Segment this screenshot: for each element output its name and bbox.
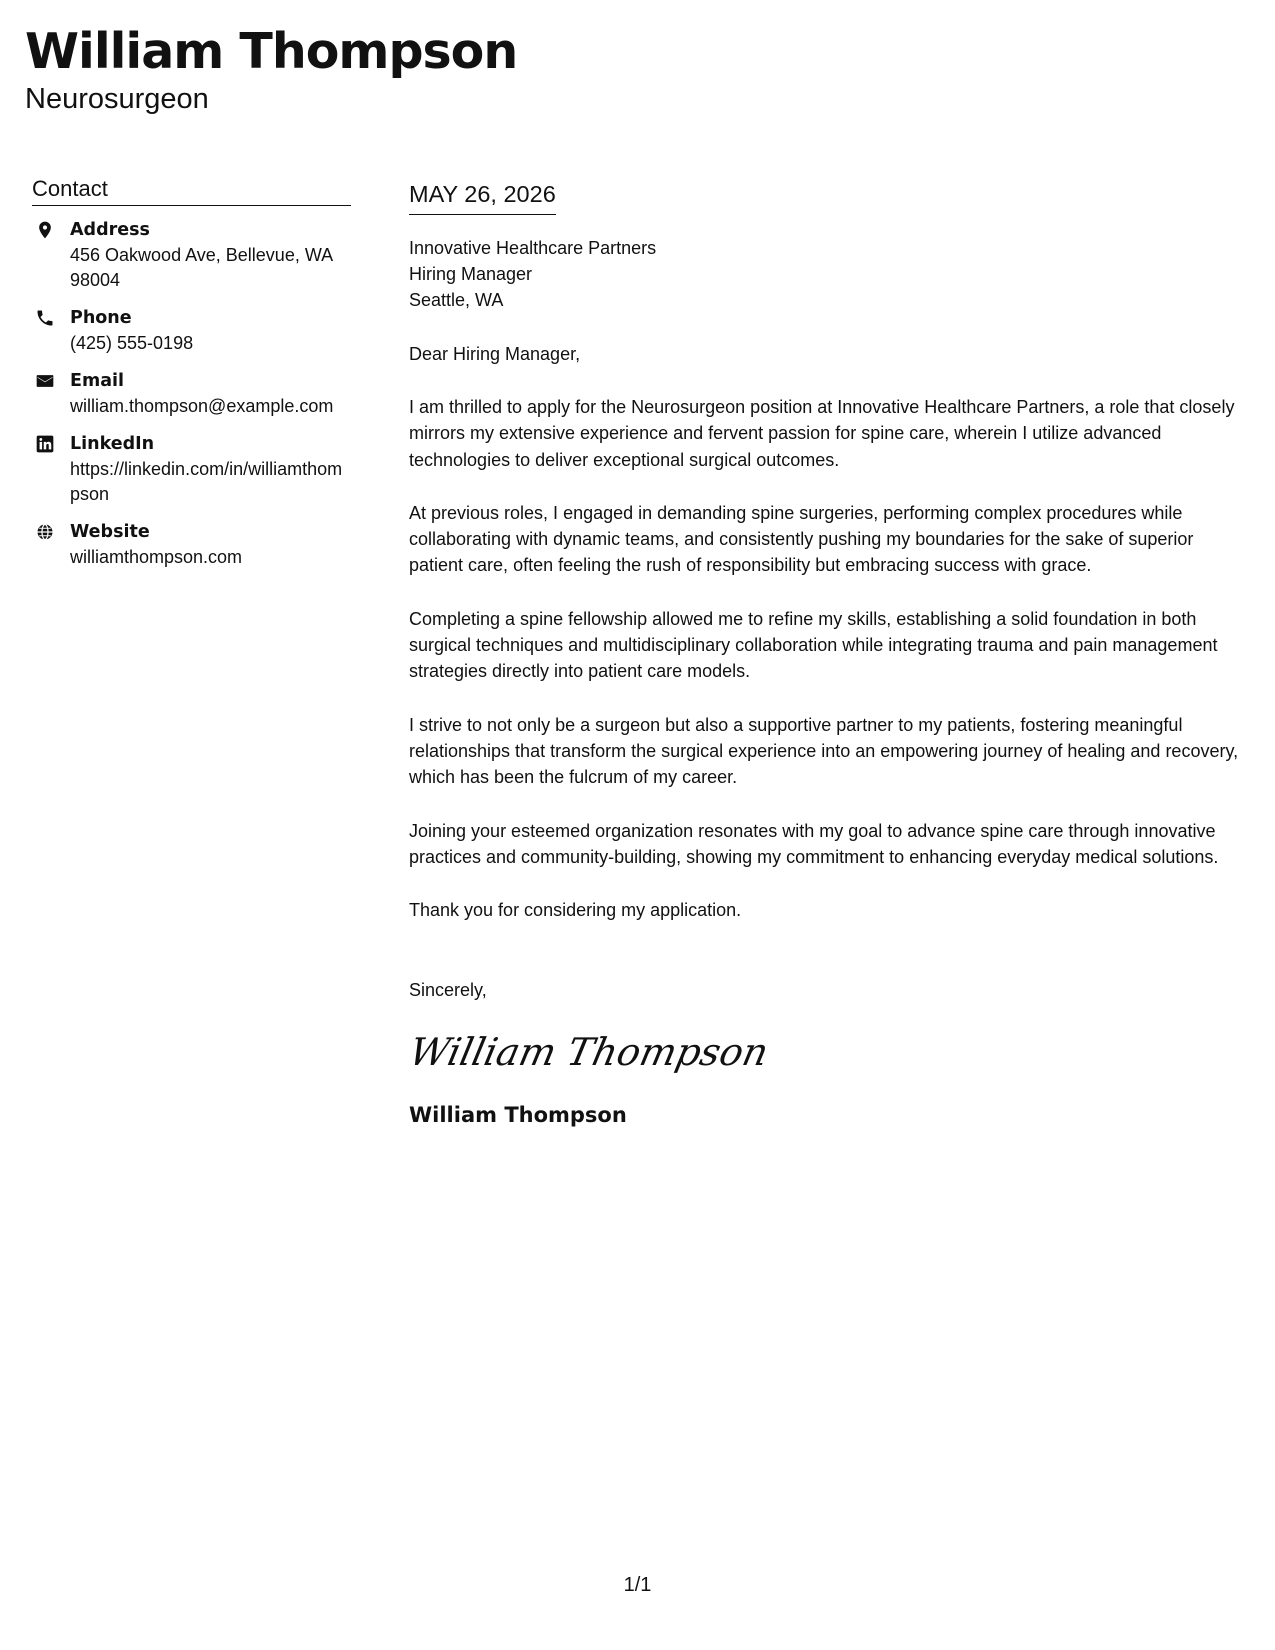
signer-name: William Thompson bbox=[409, 1103, 627, 1128]
closing: Sincerely, bbox=[409, 980, 487, 1001]
address-value: 456 Oakwood Ave, Bellevue, WA 98004 bbox=[70, 245, 333, 290]
contact-item-linkedin bbox=[32, 432, 351, 507]
letter-paragraph: Joining your esteemed organization resonates with my goal to advance spine care through innovative practices and community-building, showing my commitment to enhancing everyday medical solutions. bbox=[409, 820, 1219, 867]
globe-icon bbox=[32, 520, 70, 570]
contact-item-email bbox=[32, 369, 351, 419]
contact-label: Phone bbox=[70, 308, 132, 328]
website-value: williamthompson.com bbox=[70, 547, 243, 567]
salutation: Dear Hiring Manager, bbox=[409, 344, 581, 364]
envelope-icon bbox=[32, 369, 70, 419]
applicant-title: Neurosurgeon bbox=[25, 83, 209, 115]
recipient-location: Seattle, WA bbox=[409, 290, 504, 310]
contact-label: Address bbox=[70, 220, 150, 240]
recipient-contact: Hiring Manager bbox=[409, 264, 533, 284]
contact-label: Website bbox=[70, 522, 150, 542]
applicant-name: William Thompson bbox=[25, 23, 518, 80]
letter-paragraph: I strive to not only be a surgeon but also a supportive partner to my patients, fostering meaningful relationships that transform the surgical experience into an empowering journey of healing and recovery, which has been the fulcrum of my career. bbox=[409, 714, 1239, 788]
contact-label: LinkedIn bbox=[70, 434, 155, 454]
contact-item-address bbox=[32, 218, 351, 293]
recipient-company: Innovative Healthcare Partners bbox=[409, 238, 657, 258]
handwritten-signature bbox=[405, 1029, 773, 1077]
contact-label: Email bbox=[70, 371, 124, 391]
letter-paragraph: I am thrilled to apply for the Neurosurgeon position at Innovative Healthcare Partners, a role that closely mirrors my extensive experience and fervent passion for spine care, wherein I utilize advanced technologies to deliver exceptional surgical outcomes. bbox=[409, 397, 1235, 470]
contact-item-website bbox=[32, 520, 351, 570]
email-value: william.thompson@example.com bbox=[70, 396, 334, 416]
map-pin-icon bbox=[32, 218, 70, 293]
cover-letter-body bbox=[405, 178, 1244, 1129]
signature-text: William Thompson bbox=[405, 1030, 773, 1076]
contact-item-phone bbox=[32, 306, 351, 356]
contact-heading: Contact bbox=[32, 175, 351, 206]
linkedin-value: https://linkedin.com/in/williamthompson bbox=[70, 459, 343, 504]
phone-value: (425) 555-0198 bbox=[70, 333, 194, 353]
recipient-block bbox=[409, 235, 1244, 313]
page-number: 1/1 bbox=[623, 1574, 652, 1596]
phone-icon bbox=[32, 306, 70, 356]
linkedin-icon bbox=[32, 432, 70, 507]
letter-paragraph: Thank you for considering my application. bbox=[409, 900, 742, 921]
letter-date: MAY 26, 2026 bbox=[409, 178, 556, 215]
resume-header bbox=[25, 22, 517, 116]
contact-sidebar bbox=[32, 175, 351, 583]
letter-paragraph: Completing a spine fellowship allowed me to refine my skills, establishing a solid foundation in both surgical techniques and multidisciplinary collaboration while integrating trauma and pain management strategies directly into patient care models. bbox=[409, 608, 1218, 682]
letter-paragraph: At previous roles, I engaged in demanding spine surgeries, performing complex procedures while collaborating with dynamic teams, and consistently pushing my boundaries for the sake of superior patient care, often feeling the rush of responsibility but embracing success with grace. bbox=[409, 502, 1194, 576]
